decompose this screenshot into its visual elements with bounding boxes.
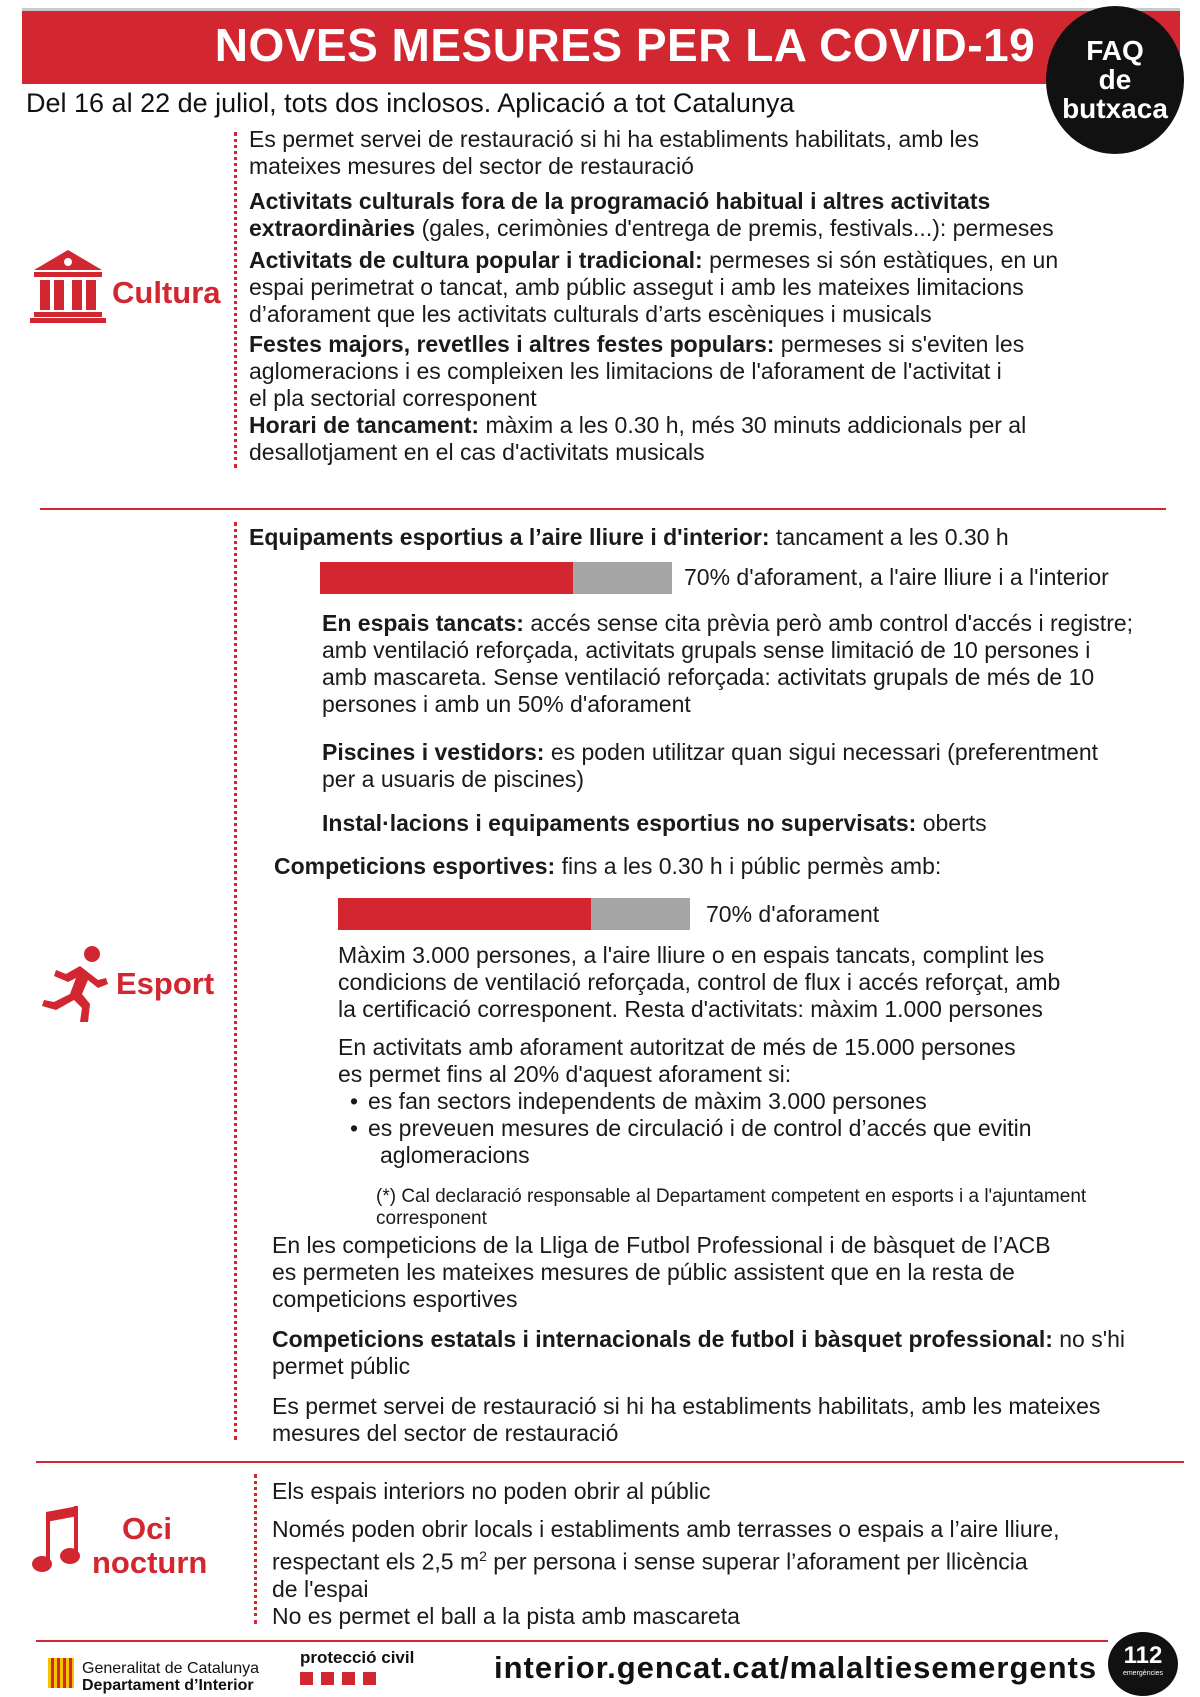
text-bold: Festes majors, revetlles i altres festes populars:	[249, 331, 775, 357]
category-label-line: Oci	[122, 1511, 172, 1546]
footer-url-link[interactable]: interior.gencat.cat/malaltiesemergents	[494, 1650, 1098, 1685]
text-bold: En espais tancats:	[322, 610, 524, 636]
faq-badge	[1046, 6, 1184, 154]
category-cultura: Cultura	[112, 275, 221, 310]
text-line: mateixes mesures del sector de restauració	[249, 153, 694, 179]
text-line: Generalitat de Catalunya	[82, 1660, 259, 1677]
esport-restauracio	[272, 1393, 1100, 1447]
text-line: espai perimetrat o tancat, amb públic assegut i amb les mateixes limitacions	[249, 274, 1024, 300]
text-line: màxim a les 0.30 h, més 30 minuts addicionals per al	[479, 412, 1027, 438]
oci-ball: No es permet el ball a la pista amb mascareta	[272, 1603, 740, 1629]
proteccio-civil-logo	[300, 1648, 414, 1685]
category-oci-nocturn	[92, 1511, 208, 1580]
oci-terrasses	[272, 1516, 1059, 1603]
esport-maxim	[338, 942, 1060, 1023]
text-line: competicions esportives	[272, 1286, 518, 1312]
esport-aforament-15000	[338, 1034, 1032, 1169]
text-line: aglomeracions i es compleixen les limitacions de l'aforament de l'activitat i	[249, 358, 1002, 384]
faq-line-1: FAQ	[1086, 35, 1144, 66]
text-line: corresponent	[376, 1208, 487, 1229]
capacity-bar-fill	[338, 898, 591, 930]
cultura-item-restauracio	[249, 126, 979, 180]
runner-icon	[40, 944, 112, 1024]
generalitat-text	[82, 1660, 259, 1694]
text-bold: Activitats de cultura popular i tradicional:	[249, 247, 703, 273]
esport-espais-tancats	[322, 610, 1133, 718]
text-line: amb ventilació reforçada, activitats grupals sense limitació de 10 persones i	[322, 637, 1091, 663]
text-line: es permeten les mateixes mesures de públic assistent que en la resta de	[272, 1259, 1015, 1285]
superscript: 2	[479, 1548, 487, 1564]
text-bold: extraordinàries	[249, 215, 416, 241]
esport-note	[376, 1186, 1086, 1230]
text-line: Només poden obrir locals i establiments amb terrasses o espais a l’aire lliure,	[272, 1516, 1060, 1542]
text-line: de l'espai	[272, 1575, 369, 1602]
text-line: per a usuaris de piscines)	[322, 766, 585, 792]
text-bold: Activitats culturals fora de la programació habitual i altres activitats	[249, 188, 991, 214]
esport-divider	[234, 522, 237, 1440]
text-line: Es permet servei de restauració si hi ha establiments habilitats, amb les mateixes	[272, 1393, 1101, 1419]
bullet: •	[350, 1088, 359, 1114]
text-bold: Piscines i vestidors:	[322, 739, 545, 765]
text-bold: Equipaments esportius a l’aire lliure i d'interior:	[249, 524, 770, 550]
list-item: es fan sectors independents de màxim 3.000 persones	[368, 1088, 927, 1114]
section-separator	[40, 508, 1166, 510]
proteccio-civil-squares-icon	[300, 1672, 414, 1685]
text-line: permeses si són estàtiques, en un	[702, 247, 1059, 273]
text-line: mesures del sector de restauració	[272, 1420, 619, 1446]
text-line: Es permet servei de restauració si hi ha establiments habilitats, amb les	[249, 126, 979, 152]
museum-icon	[30, 248, 106, 324]
emergency-number: 112	[1123, 1642, 1163, 1669]
list-item-continued: aglomeracions	[380, 1142, 530, 1168]
text-line: es permet fins al 20% d'aquest aforament si:	[338, 1061, 792, 1087]
esport-piscines	[322, 739, 1098, 793]
esport-instal-lacions	[322, 810, 987, 837]
section-separator	[36, 1461, 1184, 1463]
category-esport: Esport	[116, 966, 215, 1001]
category-label-line: nocturn	[92, 1545, 208, 1580]
text-line: accés sense cita prèvia però amb control d'accés i registre;	[523, 610, 1134, 636]
text-bold: Horari de tancament:	[249, 412, 480, 438]
text-line: (gales, cerimònies d'entrega de premis, festivals...): permeses	[415, 215, 1054, 241]
esport-lliga	[272, 1232, 1051, 1313]
text-line: persones i amb un 50% d'aforament	[322, 691, 691, 717]
music-note-icon	[32, 1506, 84, 1576]
oci-interiors: Els espais interiors no poden obrir al públic	[272, 1478, 711, 1504]
text-line: respectant els 2,5 m	[272, 1548, 480, 1575]
text-line: el pla sectorial corresponent	[249, 385, 537, 411]
text-line: la certificació corresponent. Resta d'activitats: màxim 1.000 persones	[338, 996, 1043, 1022]
proteccio-civil-label: protecció civil	[300, 1648, 415, 1667]
cultura-item-horari	[249, 412, 1026, 466]
bullet: •	[350, 1115, 359, 1141]
emergency-112-badge	[1108, 1632, 1178, 1696]
cultura-item-festes	[249, 331, 1024, 412]
text-line: En les competicions de la Lliga de Futbol Professional i de bàsquet de l’ACB	[272, 1232, 1051, 1258]
text-line: desallotjament en el cas d'activitats musicals	[249, 439, 705, 465]
text-line: En activitats amb aforament autoritzat de més de 15.000 persones	[338, 1034, 1016, 1060]
faq-line-3: butxaca	[1062, 93, 1168, 124]
text-line: condicions de ventilació reforçada, control de flux i accés reforçat, amb	[338, 969, 1061, 995]
text-bold: Instal·lacions i equipaments esportius no supervisats:	[322, 810, 917, 836]
oci-divider	[254, 1474, 257, 1624]
capacity-bar-fill	[320, 562, 573, 594]
text-line: oberts	[916, 810, 987, 836]
text-bold: Competicions esportives:	[274, 853, 556, 879]
capacity-label-2: 70% d'aforament	[706, 901, 880, 927]
generalitat-logo-icon	[48, 1658, 74, 1688]
footer-separator	[36, 1640, 1108, 1642]
text-line: amb mascareta. Sense ventilació reforçada: activitats grupals de més de 10	[322, 664, 1095, 690]
page-title: NOVES MESURES PER LA COVID-19	[214, 19, 1036, 71]
text-line: es poden utilitzar quan sigui necessari (preferentment	[544, 739, 1099, 765]
text-line: d’aforament que les activitats culturals d’arts escèniques i musicals	[249, 301, 932, 327]
text-line: Departament d’Interior	[82, 1677, 254, 1694]
list-item: es preveuen mesures de circulació i de control d’accés que evitin	[368, 1115, 1032, 1141]
text-line: per persona i sense superar l’aforament per llicència	[486, 1548, 1028, 1575]
capacity-label-1: 70% d'aforament, a l'aire lliure i a l'interior	[684, 564, 1109, 590]
esport-equipaments	[249, 524, 1009, 551]
text-bold: Competicions estatals i internacionals de futbol i bàsquet professional:	[272, 1326, 1053, 1352]
esport-competicions	[274, 853, 941, 880]
esport-estatals	[272, 1326, 1125, 1380]
cultura-item-activitats	[249, 188, 1054, 242]
faq-line-2: de	[1098, 64, 1132, 95]
text-line: fins a les 0.30 h i públic permès amb:	[555, 853, 942, 879]
text-line: Màxim 3.000 persones, a l'aire lliure o en espais tancats, complint les	[338, 942, 1045, 968]
text-line: no s'hi	[1052, 1326, 1126, 1352]
text-line: permet públic	[272, 1353, 411, 1379]
page-subtitle: Del 16 al 22 de juliol, tots dos inclosos. Aplicació a tot Catalunya	[26, 88, 795, 118]
cultura-divider	[234, 132, 237, 468]
emergency-sub: emergències	[1122, 1670, 1164, 1677]
cultura-item-popular	[249, 247, 1058, 328]
text-line: tancament a les 0.30 h	[769, 524, 1009, 550]
text-line: permeses si s'eviten les	[774, 331, 1025, 357]
text-line: (*) Cal declaració responsable al Departament competent en esports i a l'ajuntament	[376, 1186, 1087, 1207]
